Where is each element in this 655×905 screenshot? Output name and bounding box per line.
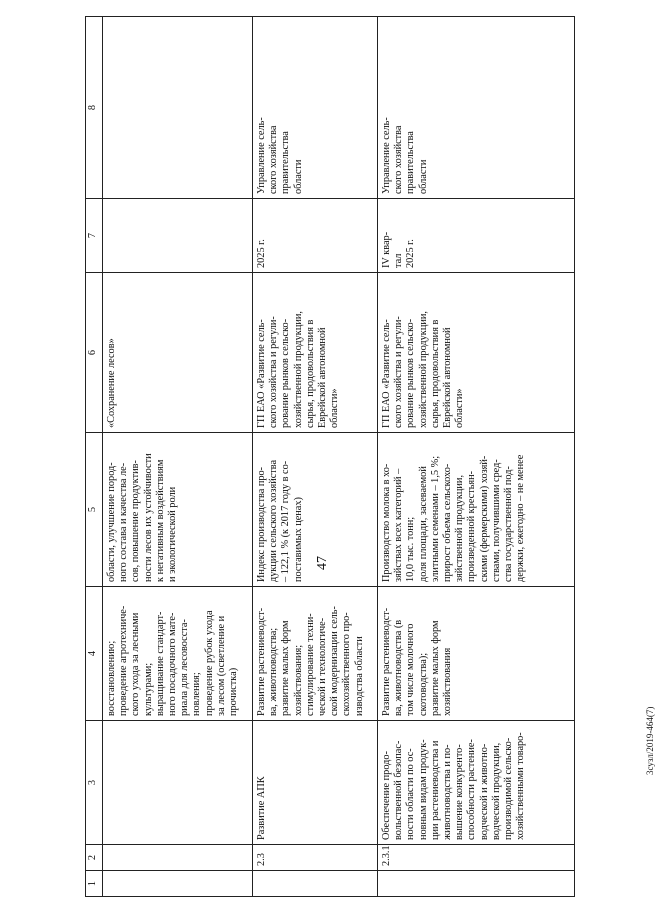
cell-index	[378, 871, 575, 897]
cell-indicators: Индекс производства про- дукции сельского хозяйства – 122,1 % (к 2017 году в со- поставимых ценах)	[253, 433, 378, 587]
cell-deadline: IV квар- тал 2025 г.	[378, 199, 575, 273]
cell-program: ГП ЕАО «Развитие сель- ского хозяйства и регули- рование рынков сельско- хозяйственной продукции, сырья, продовольствия в Еврейской автономной области»	[378, 273, 575, 433]
cell-responsible: Управление сель- ского хозяйства правительства области	[253, 17, 378, 199]
cell-objective	[103, 721, 253, 845]
document-code: 3сузл/2019-464(7)	[645, 706, 655, 775]
cell-program: «Сохранение лесов»	[103, 273, 253, 433]
cell-objective: Обеспечение продо- вольственной безопас- ности области по ос- новным видам продук- ции растениеводства и животноводства и по- вышение конкуренто- способности растение- водческой и животно- водческой продукции, производимой сельско- хозяйственными товаро-	[378, 721, 575, 845]
cell-index	[103, 871, 253, 897]
rotated-table-container	[85, 17, 575, 897]
col-header: 4	[86, 587, 103, 721]
cell-program: ГП ЕАО «Развитие сель- ского хозяйства и регули- рование рынков сельско- хозяйственной продукции, сырья, продовольствия в Еврейской автономной области»	[253, 273, 378, 433]
cell-responsible	[103, 17, 253, 199]
cell-index	[253, 871, 378, 897]
table-row	[103, 17, 253, 897]
cell-measures: Развитие растениеводст- ва, животноводства; развитие малых форм хозяйствования; стимулирование техни- ческой и технологиче- ской модернизации сель- скохозяйственного про- изводства области	[253, 587, 378, 721]
cell-indicators: области, улучшение пород- ного состава и качества ле- сов, повышение продуктив- ности лесов их устойчивости к негативным воздействиям и экологической роли	[103, 433, 253, 587]
cell-number: 2.3.1	[378, 845, 575, 871]
header-row	[86, 17, 103, 897]
cell-responsible: Управление сель- ского хозяйства правительства области	[378, 17, 575, 199]
table-row	[253, 17, 378, 897]
col-header: 8	[86, 17, 103, 199]
col-header: 5	[86, 433, 103, 587]
col-header: 2	[86, 845, 103, 871]
cell-measures: восстановлению; проведение агротехниче- ского ухода за лесными культурами; выращивание стандарт- ного посадочного мате- риала для лесовосста- новления; проведение рубок ухода за лесом (осветление и прочистка)	[103, 587, 253, 721]
col-header: 1	[86, 871, 103, 897]
col-header: 3	[86, 721, 103, 845]
cell-number: 2.3	[253, 845, 378, 871]
cell-objective: Развитие АПК	[253, 721, 378, 845]
program-table	[85, 16, 575, 897]
cell-measures: Развитие растениеводст- ва, животноводства (в том числе молочного скотоводства); развитие малых форм хозяйствования	[378, 587, 575, 721]
cell-deadline	[103, 199, 253, 273]
cell-number	[103, 845, 253, 871]
table-row	[378, 17, 575, 897]
col-header: 6	[86, 273, 103, 433]
cell-indicators: Производство молока в хо- зяйствах всех категорий – 10,0 тыс. тонн; доля площади, засеваемой элитными семенами – 1,5 %; прирост объема сельскохо- зяйственной продукции, произведенной крестьян- скими (фермерскими) хозяй- ствами, получившими сред- ства государственной под- держки, ежегодно – не менее	[378, 433, 575, 587]
cell-deadline: 2025 г.	[253, 199, 378, 273]
col-header: 7	[86, 199, 103, 273]
page-number: 47	[315, 556, 330, 570]
